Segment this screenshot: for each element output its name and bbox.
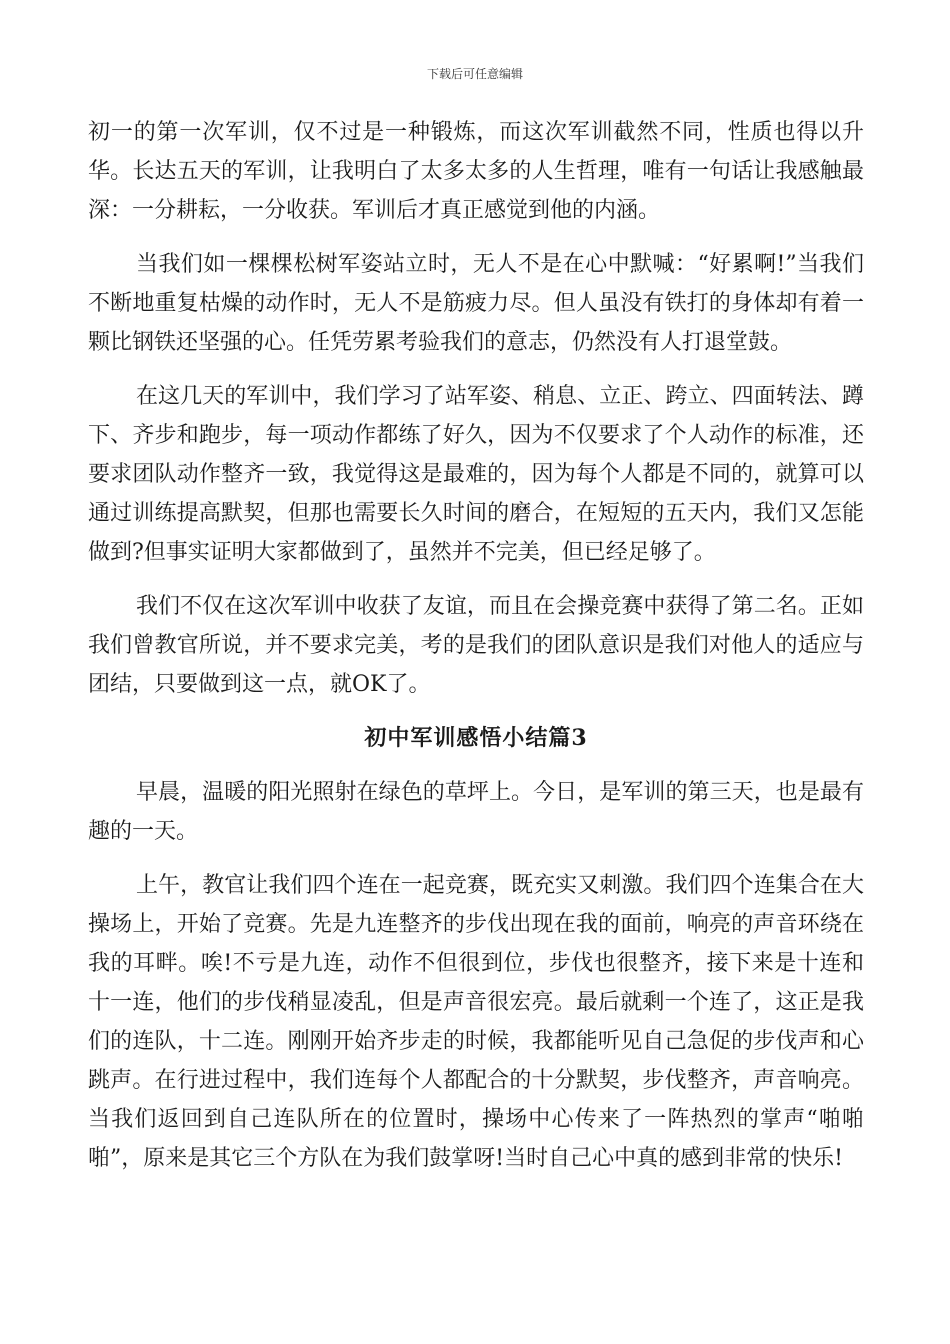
section-title: 初中军训感悟小结篇3 — [364, 725, 588, 751]
header-note: 下载后可任意编辑 — [426, 67, 523, 81]
paragraph-friendship: 我们不仅在这次军训中收获了友谊，而且在会操竞赛中获得了第二名。正如我们曾教官所说，并不要求完美，考的是我们的团队意识是我们对他人的适应与团结，只要做到这一点，就OK了。 — [88, 594, 864, 697]
paragraph-training-items: 在这几天的军训中，我们学习了站军姿、稍息、立正、跨立、四面转法、蹲下、齐步和跑步，每一项动作都练了好久，因为不仅要求了个人动作的标准，还要求团队动作整齐一致，我觉得这是最难的，因为每个人都是不同的，就算可以通过训练提高默契，但那也需要长久时间的磨合，在短短的五天内，我们又怎能做到?但事实证明大家都做到了，虽然并不完美，但已经足够了。 — [88, 384, 864, 565]
paragraph-first-training: 初一的第一次军训，仅不过是一种锻炼，而这次军训截然不同，性质也得以升华。长达五天的军训，让我明白了太多太多的人生哲理，唯有一句话让我感触最深：一分耕耘，一分收获。军训后才真正感觉到他的内涵。 — [88, 120, 864, 223]
paragraph-standing-posture: 当我们如一棵棵松树军姿站立时，无人不是在心中默喊：“好累啊!”当我们不断地重复枯燥的动作时，无人不是筋疲力尽。但人虽没有铁打的身体却有着一颗比钢铁还坚强的心。任凭劳累考验我们的意志，仍然没有人打退堂鼓。 — [88, 252, 864, 355]
paragraph-competition: 上午，教官让我们四个连在一起竞赛，既充实又刺激。我们四个连集合在大操场上，开始了竞赛。先是九连整齐的步伐出现在我的面前，响亮的声音环绕在我的耳畔。唉!不亏是九连，动作不但很到位，步伐也很整齐，接下来是十连和十一连，他们的步伐稍显凌乱，但是声音很宏亮。最后就剩一个连了，这正是我们的连队，十二连。刚刚开始齐步走的时候，我都能听见自己急促的步伐声和心跳声。在行进过程中，我们连每个人都配合的十分默契，步伐整齐，声音响亮。当我们返回到自己连队所在的位置时，操场中心传来了一阵热烈的掌声“啪啪啪”，原来是其它三个方队在为我们鼓掌呀!当时自己心中真的感到非常的快乐! — [88, 873, 864, 1171]
document-body — [88, 113, 864, 1178]
paragraph-morning: 早晨，温暖的阳光照射在绿色的草坪上。今日，是军训的第三天，也是最有趣的一天。 — [88, 780, 864, 844]
